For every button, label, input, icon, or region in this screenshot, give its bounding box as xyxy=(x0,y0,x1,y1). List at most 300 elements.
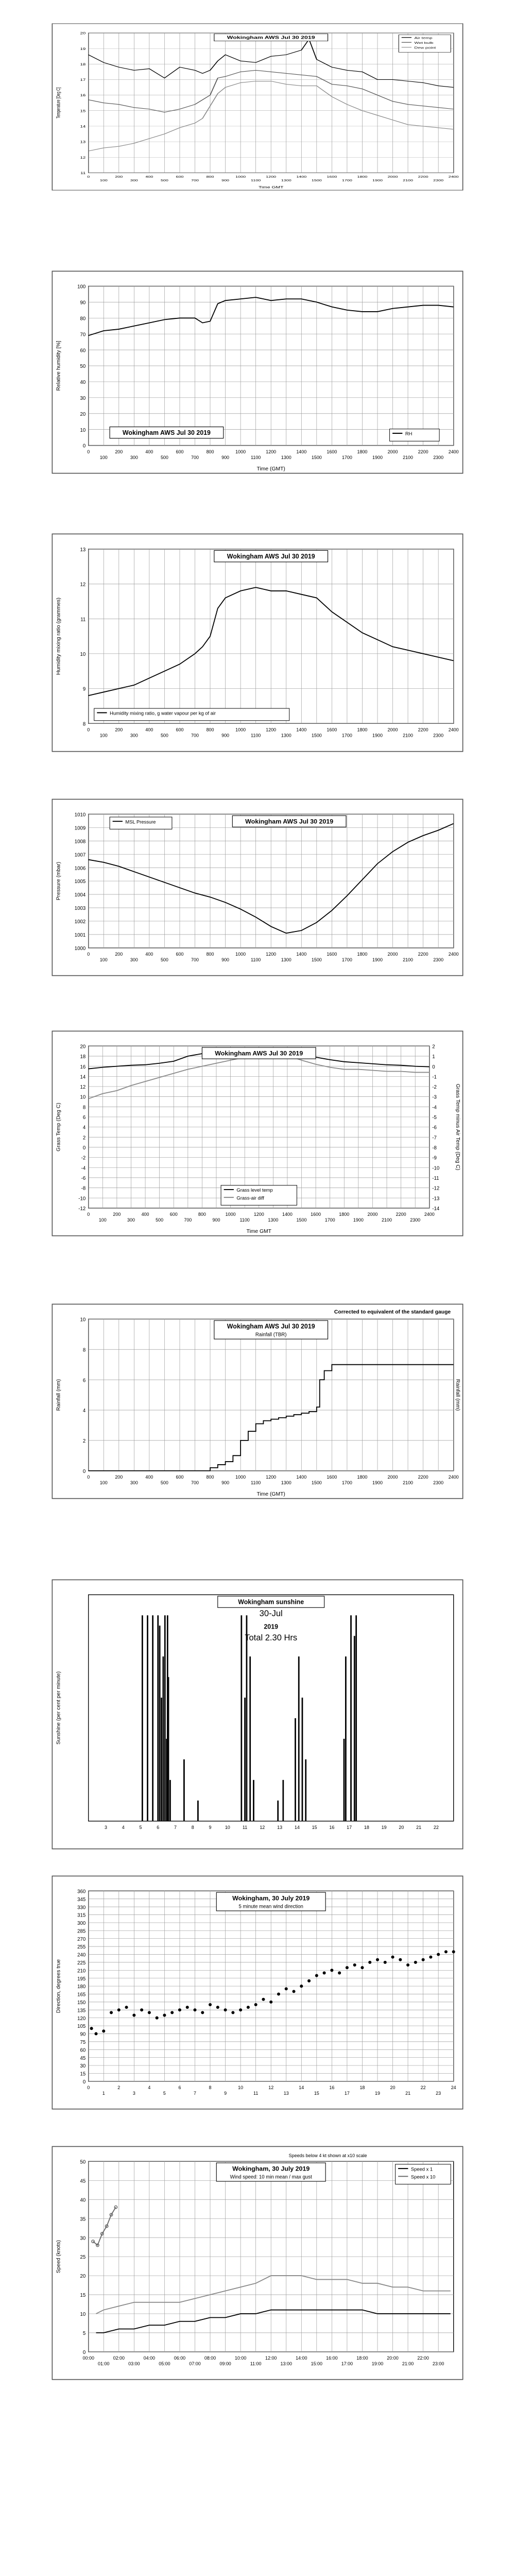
sunshine-total: Total 2.30 Hrs xyxy=(245,1632,298,1642)
y-tick-label: 1006 xyxy=(74,866,86,872)
wind-direction-point xyxy=(414,1961,417,1964)
y-right-tick-label: -3 xyxy=(432,1094,437,1100)
wind-direction-point xyxy=(422,1958,425,1961)
x-tick-label: 700 xyxy=(191,957,199,963)
x-tick-label: 1100 xyxy=(239,1217,250,1223)
y-tick-label: 1007 xyxy=(74,852,86,858)
x-tick-label: 600 xyxy=(169,1212,178,1217)
wind-direction-point xyxy=(338,1971,341,1974)
sunshine-bar xyxy=(157,1615,159,1821)
sunshine-bar xyxy=(142,1615,143,1821)
x-tick-label: 100 xyxy=(99,957,108,963)
x-axis-label: Time GMT xyxy=(259,185,284,190)
y-tick-label: 1002 xyxy=(74,919,86,925)
wind-direction-point xyxy=(437,1953,440,1956)
x-tick-label: 700 xyxy=(184,1217,192,1223)
y-tick-label: 10 xyxy=(80,1094,86,1100)
y-tick-label: 12 xyxy=(80,1084,86,1091)
chart-title: Wokingham, 30 July 2019 xyxy=(232,2165,310,2173)
x-tick-label: 900 xyxy=(221,733,230,738)
wind-direction-point xyxy=(254,2003,258,2006)
x-tick-label: 15:00 xyxy=(311,2361,323,2367)
x-tick-label: 1 xyxy=(102,2091,105,2096)
x-tick-label: 1400 xyxy=(296,1474,307,1480)
x-tick-label: 1100 xyxy=(251,1480,261,1485)
y-right-tick-label: -13 xyxy=(432,1196,440,1202)
x-tick-label: 2000 xyxy=(387,1474,398,1480)
chart-rainfall xyxy=(52,1303,464,1499)
y-axis-label: Pressure (mbar) xyxy=(56,861,62,901)
x-tick-label: 1400 xyxy=(296,951,307,957)
x-tick-label: 04:00 xyxy=(143,2355,156,2361)
x-tick-label: 1800 xyxy=(357,1474,368,1480)
y-tick-label: 285 xyxy=(77,1928,86,1935)
wind-direction-point xyxy=(444,1950,448,1953)
x-tick-label: 14 xyxy=(294,1824,300,1830)
y-axis-label: Temperature [Deg C] xyxy=(55,87,61,118)
chart-svg xyxy=(52,1030,464,1236)
x-tick-label: 12 xyxy=(268,2085,274,2091)
x-tick-label: 20 xyxy=(399,1824,404,1830)
y-tick-label: 1005 xyxy=(74,879,86,885)
x-tick-label: 21 xyxy=(405,2091,411,2096)
x-tick-label: 11 xyxy=(253,2091,259,2096)
x-tick-label: 21:00 xyxy=(402,2361,414,2367)
y-right-tick-label: -7 xyxy=(432,1135,437,1141)
x-tick-label: 200 xyxy=(113,1212,121,1217)
chart-humidity xyxy=(52,270,464,474)
y-right-tick-label: -4 xyxy=(432,1105,437,1111)
chart-svg xyxy=(52,23,464,191)
y-tick-label: 11 xyxy=(80,171,86,175)
x-tick-label: 2100 xyxy=(403,957,414,963)
x-tick-label: 14:00 xyxy=(296,2355,307,2361)
x-tick-label: 11 xyxy=(242,1824,248,1830)
sunshine-bar xyxy=(169,1780,171,1821)
y-right-tick-label: 1 xyxy=(432,1054,435,1060)
y-tick-label: 12 xyxy=(80,582,86,588)
y-tick-label: 50 xyxy=(80,2159,86,2165)
y-tick-label: 80 xyxy=(80,316,86,322)
x-tick-label: 9 xyxy=(209,1824,212,1830)
x-tick-label: 2400 xyxy=(448,1474,459,1480)
x-tick-label: 100 xyxy=(99,178,108,182)
y-tick-label: 13 xyxy=(80,140,86,144)
y-tick-label: 18 xyxy=(80,62,86,66)
x-tick-label: 1100 xyxy=(251,178,261,182)
x-tick-label: 13:00 xyxy=(280,2361,292,2367)
y-tick-label: 10 xyxy=(80,2312,86,2318)
x-tick-label: 15 xyxy=(312,1824,317,1830)
x-tick-label: 2400 xyxy=(424,1212,435,1217)
y-axis-label: Relative humidity [%] xyxy=(56,341,62,391)
x-tick-label: 8 xyxy=(209,2085,212,2091)
y-tick-label: 30 xyxy=(80,2235,86,2242)
x-tick-label: 22 xyxy=(433,1824,439,1830)
x-tick-label: 10:00 xyxy=(234,2355,247,2361)
y-tick-label: 35 xyxy=(80,2216,86,2223)
y-tick-label: 5 xyxy=(82,2331,86,2337)
x-tick-label: 500 xyxy=(160,733,168,738)
x-tick-label: 2100 xyxy=(403,454,414,460)
sunshine-bar xyxy=(244,1698,246,1821)
y-tick-label: 210 xyxy=(77,1968,86,1974)
wind-direction-point xyxy=(193,2008,196,2011)
x-tick-label: 9 xyxy=(224,2091,227,2096)
wind-direction-point xyxy=(178,2008,181,2011)
y-tick-label: 20 xyxy=(80,31,86,36)
y-tick-label: 19 xyxy=(80,47,86,51)
x-tick-label: 7 xyxy=(194,2091,196,2096)
sunshine-bar xyxy=(152,1615,153,1821)
x-tick-label: 2300 xyxy=(433,454,444,460)
y-tick-label: 225 xyxy=(77,1960,86,1967)
x-tick-label: 3 xyxy=(132,2091,135,2096)
y-tick-label: 17 xyxy=(80,78,86,82)
x-tick-label: 800 xyxy=(206,449,214,454)
x-tick-label: 800 xyxy=(206,727,214,733)
wind-direction-point xyxy=(247,2006,250,2009)
x-tick-label: 400 xyxy=(141,1212,149,1217)
x-tick-label: 0 xyxy=(87,2085,90,2091)
x-tick-label: 700 xyxy=(191,454,199,460)
y-tick-label: 6 xyxy=(82,1115,86,1121)
sunshine-year: 2019 xyxy=(264,1623,279,1631)
chart-subtitle: Rainfall (TBR) xyxy=(255,1332,287,1338)
x-tick-label: 19:00 xyxy=(371,2361,384,2367)
x-tick-label: 20 xyxy=(390,2085,396,2091)
sunshine-bar xyxy=(183,1759,185,1821)
legend-label: Humidity mixing ratio, g water vapour per kg of air xyxy=(110,710,216,716)
y-tick-label: 15 xyxy=(80,2071,86,2077)
y-tick-label: 4 xyxy=(82,1408,86,1414)
y-tick-label: 240 xyxy=(77,1952,86,1958)
wind-direction-point xyxy=(201,2011,204,2014)
wind-direction-point xyxy=(94,2032,97,2035)
page-blank-footer xyxy=(0,2391,515,2576)
chart-svg xyxy=(52,270,464,474)
wind-direction-point xyxy=(292,1990,295,1993)
x-tick-label: 1000 xyxy=(235,449,246,454)
y-tick-label: 195 xyxy=(77,1976,86,1982)
x-tick-label: 1500 xyxy=(311,957,322,963)
legend-label: RH xyxy=(405,431,413,437)
chart-title: Wokingham AWS Jul 30 2019 xyxy=(227,1323,315,1330)
y-tick-label: 6 xyxy=(82,1378,86,1384)
x-tick-label: 700 xyxy=(191,178,199,182)
y-tick-label: 40 xyxy=(80,380,86,386)
y-axis-label: Sunshine (per cent per minute) xyxy=(56,1671,62,1745)
x-tick-label: 2000 xyxy=(387,727,398,733)
x-tick-label: 600 xyxy=(176,175,184,179)
wind-direction-point xyxy=(300,1985,303,1988)
wind-direction-point xyxy=(132,2014,135,2017)
y-tick-label: 30 xyxy=(80,2063,86,2070)
x-tick-label: 200 xyxy=(115,951,123,957)
y-right-tick-label: 2 xyxy=(432,1044,435,1050)
x-tick-label: 1500 xyxy=(311,1480,322,1485)
y-tick-label: 50 xyxy=(80,364,86,370)
chart-mixing-ratio xyxy=(52,533,464,752)
x-tick-label: 6 xyxy=(157,1824,160,1830)
y-tick-label: 25 xyxy=(80,2255,86,2261)
x-tick-label: 1200 xyxy=(266,1474,277,1480)
sunshine-bar xyxy=(253,1780,254,1821)
sunshine-bar xyxy=(147,1615,148,1821)
y-axis-label: Speed (knots) xyxy=(56,2240,62,2274)
sunshine-bar xyxy=(355,1615,357,1821)
x-tick-label: 200 xyxy=(115,449,123,454)
x-tick-label: 1700 xyxy=(341,178,352,182)
wind-direction-point xyxy=(376,1958,379,1961)
x-tick-label: 1600 xyxy=(327,1474,337,1480)
x-axis-label: Time GMT xyxy=(246,1229,271,1235)
x-tick-label: 0 xyxy=(87,951,90,957)
x-tick-label: 1300 xyxy=(281,733,291,738)
x-tick-label: 2400 xyxy=(448,951,459,957)
x-tick-label: 2200 xyxy=(418,175,428,179)
x-tick-label: 1900 xyxy=(372,1480,383,1485)
x-tick-label: 2200 xyxy=(396,1212,406,1217)
x-tick-label: 1000 xyxy=(235,727,246,733)
x-tick-label: 23:00 xyxy=(432,2361,444,2367)
y-right-tick-label: -12 xyxy=(432,1185,440,1192)
sunshine-bar xyxy=(168,1677,169,1821)
y-tick-label: 1009 xyxy=(74,825,86,832)
x-tick-label: 1800 xyxy=(357,951,368,957)
chart-subtitle: Wind speed: 10 min mean / max gust xyxy=(230,2174,312,2180)
x-tick-label: 2300 xyxy=(433,957,444,963)
x-tick-label: 1300 xyxy=(281,454,291,460)
y-tick-label: 0 xyxy=(82,2079,86,2085)
x-tick-label: 2100 xyxy=(403,178,414,182)
x-tick-label: 900 xyxy=(221,1480,230,1485)
y-tick-label: 14 xyxy=(80,125,86,129)
wind-direction-point xyxy=(186,2006,189,2009)
wind-direction-point xyxy=(224,2008,227,2011)
x-tick-label: 12:00 xyxy=(265,2355,277,2361)
wind-direction-point xyxy=(368,1961,371,1964)
x-tick-label: 100 xyxy=(99,733,108,738)
sunshine-bar xyxy=(249,1656,251,1821)
y-tick-label: 40 xyxy=(80,2197,86,2204)
x-tick-label: 1500 xyxy=(296,1217,307,1223)
x-tick-label: 12 xyxy=(260,1824,265,1830)
y-tick-label: 1003 xyxy=(74,906,86,912)
x-tick-label: 1600 xyxy=(311,1212,321,1217)
x-tick-label: 1500 xyxy=(311,178,322,182)
y-tick-label: 2 xyxy=(82,1438,86,1445)
y-tick-label: 60 xyxy=(80,2047,86,2054)
x-tick-label: 3 xyxy=(104,1824,107,1830)
x-tick-label: 500 xyxy=(160,1480,168,1485)
y-tick-label: 75 xyxy=(80,2040,86,2046)
y-right-tick-label: -5 xyxy=(432,1115,437,1121)
x-tick-label: 900 xyxy=(221,178,230,182)
y-right-tick-label: -8 xyxy=(432,1145,437,1151)
x-tick-label: 300 xyxy=(130,178,138,182)
y-tick-label: -10 xyxy=(78,1196,86,1202)
x-tick-label: 400 xyxy=(145,727,153,733)
x-tick-label: 2400 xyxy=(448,449,459,454)
y-right-tick-label: 0 xyxy=(432,1064,435,1070)
x-tick-label: 1100 xyxy=(251,733,261,738)
y-right-axis-label: Grass Temp minus Air Temp (Deg C) xyxy=(455,1083,461,1171)
y-axis-label: Direction, degrees true xyxy=(56,1959,62,2013)
chart-wind-speed xyxy=(52,2146,464,2380)
x-tick-label: 2100 xyxy=(403,1480,414,1485)
legend-label: MSL Pressure xyxy=(125,819,156,825)
wind-direction-point xyxy=(406,1963,409,1967)
wind-direction-point xyxy=(330,1969,333,1972)
x-tick-label: 01:00 xyxy=(98,2361,110,2367)
y-tick-label: 20 xyxy=(80,411,86,417)
x-tick-label: 1200 xyxy=(266,727,277,733)
x-tick-label: 19 xyxy=(381,1824,387,1830)
x-tick-label: 900 xyxy=(221,454,230,460)
x-tick-label: 11:00 xyxy=(250,2361,262,2367)
y-right-tick-label: -14 xyxy=(432,1206,440,1212)
sunshine-bar xyxy=(159,1625,161,1821)
y-tick-label: 90 xyxy=(80,300,86,306)
y-tick-label: 300 xyxy=(77,1921,86,1927)
y-tick-label: 8 xyxy=(82,1105,86,1111)
y-axis-label: Rainfall (mm) xyxy=(56,1379,62,1411)
x-tick-label: 0 xyxy=(87,1474,90,1480)
x-tick-label: 900 xyxy=(212,1217,220,1223)
x-tick-label: 300 xyxy=(130,957,138,963)
wind-direction-point xyxy=(239,2008,242,2011)
y-tick-label: 8 xyxy=(82,721,86,727)
x-tick-label: 1300 xyxy=(268,1217,279,1223)
x-tick-label: 800 xyxy=(206,951,214,957)
y-tick-label: 120 xyxy=(77,2015,86,2022)
x-tick-label: 1300 xyxy=(281,1480,291,1485)
x-tick-label: 2200 xyxy=(418,449,428,454)
wind-direction-point xyxy=(346,1966,349,1969)
wind-direction-point xyxy=(399,1958,402,1961)
y-tick-label: 70 xyxy=(80,332,86,338)
x-tick-label: 2400 xyxy=(448,727,459,733)
wind-direction-point xyxy=(125,2006,128,2009)
sunshine-bar xyxy=(282,1780,284,1821)
y-right-tick-label: -11 xyxy=(432,1176,439,1181)
x-tick-label: 2100 xyxy=(403,733,414,738)
y-tick-label: 20 xyxy=(80,1044,86,1050)
chart-grass-temp xyxy=(52,1030,464,1236)
x-tick-label: 02:00 xyxy=(113,2355,125,2361)
x-tick-label: 700 xyxy=(191,1480,199,1485)
x-tick-label: 1200 xyxy=(266,449,277,454)
y-tick-label: 10 xyxy=(80,427,86,433)
legend-label: Grass-air diff xyxy=(236,1195,264,1201)
y-right-tick-label: -10 xyxy=(432,1165,440,1172)
x-tick-label: 13 xyxy=(283,2091,289,2096)
y-tick-label: 1008 xyxy=(74,839,86,845)
wind-direction-point xyxy=(163,2014,166,2017)
x-tick-label: 16:00 xyxy=(326,2355,338,2361)
x-tick-label: 1400 xyxy=(296,175,307,179)
x-tick-label: 600 xyxy=(176,727,184,733)
sunshine-bar xyxy=(163,1656,164,1821)
x-tick-label: 00:00 xyxy=(82,2355,94,2361)
y-tick-label: 180 xyxy=(77,1984,86,1990)
wind-direction-point xyxy=(216,2006,219,2009)
x-tick-label: 500 xyxy=(160,178,168,182)
x-tick-label: 21 xyxy=(416,1824,422,1830)
x-tick-label: 1000 xyxy=(235,951,246,957)
x-tick-label: 1700 xyxy=(341,454,352,460)
x-tick-label: 1600 xyxy=(327,727,337,733)
x-tick-label: 500 xyxy=(156,1217,164,1223)
x-tick-label: 7 xyxy=(174,1824,177,1830)
wind-direction-point xyxy=(209,2003,212,2006)
y-tick-label: 30 xyxy=(80,395,86,402)
x-tick-label: 5 xyxy=(139,1824,142,1830)
y-tick-label: 150 xyxy=(77,2000,86,2006)
y-tick-label: 10 xyxy=(80,1317,86,1323)
y-tick-label: 1001 xyxy=(74,932,86,938)
x-tick-label: 18:00 xyxy=(356,2355,368,2361)
x-tick-label: 10 xyxy=(238,2085,244,2091)
x-tick-label: 500 xyxy=(160,454,168,460)
y-tick-label: -4 xyxy=(81,1165,86,1172)
x-tick-label: 2300 xyxy=(433,1480,444,1485)
y-tick-label: 16 xyxy=(80,1064,86,1070)
x-tick-label: 600 xyxy=(176,449,184,454)
x-tick-label: 10 xyxy=(225,1824,230,1830)
x-tick-label: 4 xyxy=(148,2085,151,2091)
x-tick-label: 100 xyxy=(99,454,108,460)
x-tick-label: 2000 xyxy=(387,951,398,957)
y-tick-label: 2 xyxy=(82,1135,86,1141)
x-tick-label: 1900 xyxy=(353,1217,364,1223)
wind-direction-point xyxy=(156,2016,159,2020)
y-tick-label: 16 xyxy=(80,93,86,97)
x-tick-label: 4 xyxy=(122,1824,125,1830)
x-tick-label: 2100 xyxy=(382,1217,392,1223)
y-right-tick-label: -2 xyxy=(432,1084,437,1091)
y-tick-label: 1004 xyxy=(74,892,86,899)
x-tick-label: 300 xyxy=(130,1480,138,1485)
x-tick-label: 2200 xyxy=(418,727,428,733)
x-tick-label: 1700 xyxy=(324,1217,335,1223)
x-tick-label: 06:00 xyxy=(174,2355,186,2361)
x-tick-label: 2300 xyxy=(410,1217,421,1223)
x-tick-label: 1200 xyxy=(266,951,277,957)
x-tick-label: 1100 xyxy=(251,957,261,963)
x-tick-label: 18 xyxy=(364,1824,369,1830)
x-tick-label: 0 xyxy=(87,727,90,733)
chart-svg xyxy=(52,1875,464,2110)
x-tick-label: 1300 xyxy=(281,178,291,182)
y-tick-label: 1010 xyxy=(74,812,86,818)
x-axis-label: Time (GMT) xyxy=(256,466,285,472)
y-tick-label: 15 xyxy=(80,2293,86,2299)
x-tick-label: 800 xyxy=(206,1474,214,1480)
x-tick-label: 6 xyxy=(178,2085,181,2091)
x-tick-label: 400 xyxy=(145,951,153,957)
x-tick-label: 13 xyxy=(277,1824,283,1830)
x-tick-label: 0 xyxy=(87,449,90,454)
y-tick-label: 100 xyxy=(77,284,86,290)
x-tick-label: 22:00 xyxy=(417,2355,429,2361)
chart-title: Wokingham sunshine xyxy=(238,1598,304,1606)
x-tick-label: 1800 xyxy=(357,449,368,454)
x-tick-label: 2 xyxy=(117,2085,121,2091)
legend-label: Speed x 10 xyxy=(410,2174,436,2180)
y-tick-label: 1000 xyxy=(74,945,86,952)
